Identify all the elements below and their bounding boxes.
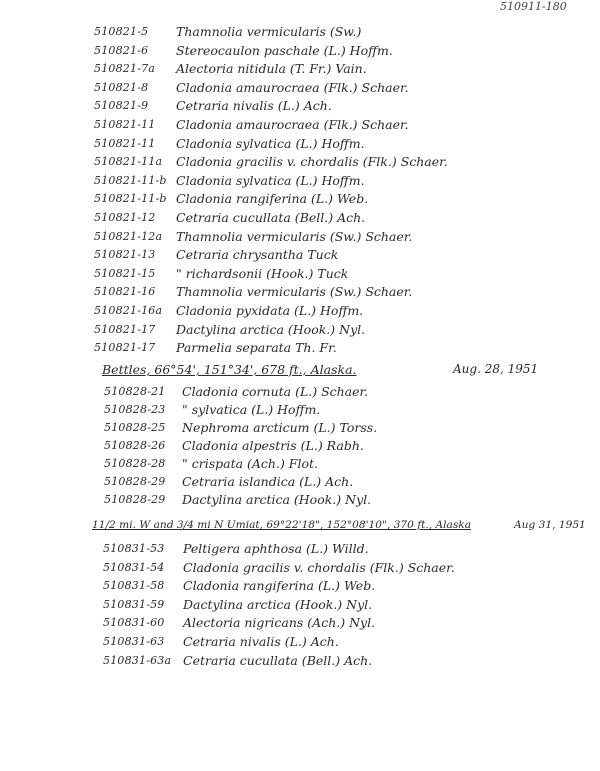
specimen-number: 510821-12 [94,211,156,224]
specimen-name: Cladonia amaurocraea (Flk.) Schaer. [176,80,409,95]
specimen-name: Cladonia cornuta (L.) Schaer. [182,384,369,399]
specimen-number: 510831-53 [103,542,165,555]
specimen-name: Cetraria cucullata (Bell.) Ach. [176,210,366,225]
specimen-number: 510828-29 [104,475,166,488]
specimen-name: Cladonia amaurocraea (Flk.) Schaer. [176,117,409,132]
specimen-name: Cladonia alpestris (L.) Rabh. [182,438,364,453]
specimen-name: Cetraria nivalis (L.) Ach. [183,634,339,649]
specimen-number: 510831-58 [103,579,165,592]
specimen-name: Nephroma arcticum (L.) Torss. [182,420,378,435]
specimen-name: Cladonia sylvatica (L.) Hoffm. [176,136,365,151]
specimen-number: 510828-29 [104,493,166,506]
specimen-name: Peltigera aphthosa (L.) Willd. [183,541,369,556]
specimen-number: 510821-16 [94,285,156,298]
specimen-name: " sylvatica (L.) Hoffm. [182,402,321,417]
specimen-number: 510821-17 [94,341,156,354]
section-3-date: Aug 31, 1951 [514,519,586,531]
specimen-number: 510831-63 [103,635,165,648]
specimen-name: Cetraria cucullata (Bell.) Ach. [183,653,373,668]
specimen-name: Cladonia gracilis v. chordalis (Flk.) Schaer. [176,154,448,169]
specimen-number: 510821-11 [94,118,156,131]
specimen-name: Alectoria nigricans (Ach.) Nyl. [183,615,376,630]
specimen-name: Dactylina arctica (Hook.) Nyl. [182,492,372,507]
specimen-number: 510821-15 [94,267,156,280]
specimen-name: Thamnolia vermicularis (Sw.) Schaer. [176,229,413,244]
specimen-name: Cladonia pyxidata (L.) Hoffm. [176,303,364,318]
specimen-number: 510828-21 [104,385,166,398]
specimen-name: Cetraria chrysantha Tuck [176,247,339,262]
specimen-name: " crispata (Ach.) Flot. [182,456,318,471]
specimen-number: 510831-63a [103,654,172,667]
section-3-heading: 11/2 mi. W and 3/4 mi N Umiat, 69°22'18", 152°08'10", 370 ft., Alaska [92,519,472,531]
specimen-name: Dactylina arctica (Hook.) Nyl. [176,322,366,337]
specimen-name: Cladonia gracilis v. chordalis (Flk.) Schaer. [183,560,455,575]
specimen-name: Parmelia separata Th. Fr. [176,340,337,355]
specimen-name: Thamnolia vermicularis (Sw.) Schaer. [176,284,413,299]
specimen-number: 510821-5 [94,25,149,38]
specimen-number: 510821-17 [94,323,156,336]
specimen-name: Alectoria nitidula (T. Fr.) Vain. [176,61,367,76]
specimen-number: 510821-11-b [94,192,167,205]
specimen-name: Cetraria islandica (L.) Ach. [182,474,354,489]
specimen-number: 510828-25 [104,421,166,434]
specimen-number: 510821-6 [94,44,149,57]
specimen-number: 510828-26 [104,439,166,452]
specimen-name: Thamnolia vermicularis (Sw.) [176,24,362,39]
section-2-heading: Bettles, 66°54', 151°34', 678 ft., Alaska. [102,362,357,377]
specimen-number: 510821-9 [94,99,149,112]
specimen-number: 510821-16a [94,304,163,317]
section-2-date: Aug. 28, 1951 [453,362,539,376]
specimen-number: 510821-12a [94,230,163,243]
specimen-name: Stereocaulon paschale (L.) Hoffm. [176,43,393,58]
specimen-name: Cladonia sylvatica (L.) Hoffm. [176,173,365,188]
specimen-name: " richardsonii (Hook.) Tuck [176,266,349,281]
specimen-number: 510821-7a [94,62,156,75]
specimen-number: 510831-54 [103,561,165,574]
specimen-name: Cladonia rangiferina (L.) Web. [183,578,376,593]
specimen-number: 510821-11-b [94,174,167,187]
corner-reference-number: 510911-180 [500,0,567,13]
specimen-name: Cetraria nivalis (L.) Ach. [176,98,332,113]
specimen-number: 510821-8 [94,81,149,94]
specimen-name: Cladonia rangiferina (L.) Web. [176,191,369,206]
specimen-number: 510821-13 [94,248,156,261]
specimen-number: 510831-60 [103,616,165,629]
specimen-name: Dactylina arctica (Hook.) Nyl. [183,597,373,612]
specimen-number: 510831-59 [103,598,165,611]
specimen-number: 510821-11 [94,137,156,150]
specimen-number: 510828-23 [104,403,166,416]
specimen-number: 510828-28 [104,457,166,470]
specimen-number: 510821-11a [94,155,163,168]
